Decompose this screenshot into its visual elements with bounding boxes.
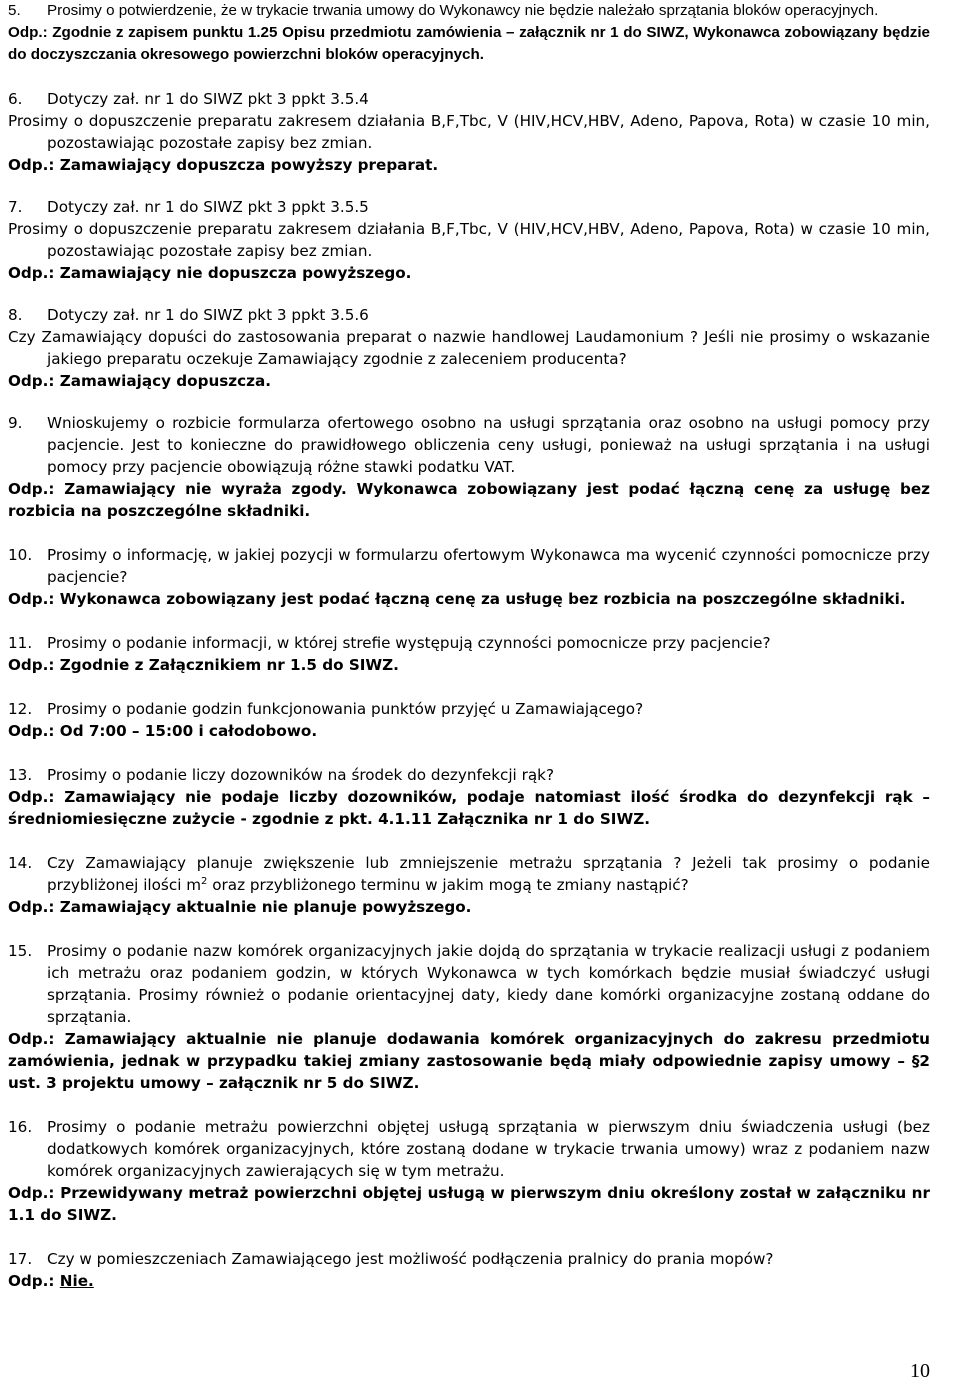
answer-prefix: Odp.: [8,1184,55,1202]
question-text: Prosimy o podanie metrażu powierzchni objętej usługą sprzątania w pierwszym dniu świadczenia usługi (bez dodatkowych komórek organizacyjnych, które zostaną dodane w trykacie trwania umowy) wraz z podaniem nazw komórek organizacyjnych zawierających się w tym metrażu. [47,1118,930,1180]
superscript: 2 [201,875,208,887]
item-number: 11. [8,634,33,652]
answer-text: Nie. [59,1272,94,1290]
item-number: 16. [8,1118,33,1136]
item-number: 13. [8,766,33,784]
answer-prefix: Odp.: [8,1272,55,1290]
item-number: 17. [8,1250,33,1268]
question-text: Prosimy o potwierdzenie, że w trykacie trwania umowy do Wykonawcy nie będzie należało sprzątania bloków operacyjnych. [47,2,879,19]
answer-text: Od 7:00 – 15:00 i całodobowo. [59,722,318,740]
answer-prefix: Odp.: [8,590,55,608]
item-number: 6. [8,90,23,108]
answer-text: Przewidywany metraż powierzchni objętej usługą w pierwszym dniu określony został w załączniku nr 1.1 do SIWZ. [8,1184,930,1224]
question-text: Prosimy o podanie godzin funkcjonowania punktów przyjęć u Zamawiającego? [47,700,644,718]
question-text: Wnioskujemy o rozbicie formularza ofertowego osobno na usługi sprzątania oraz osobno na usługi pomocy przy pacjencie. Jest to konieczne do prawidłowego obliczenia ceny usługi, ponieważ na usługi sprzątania i na usługi pomocy przy pacjencie obowiązują różne stawki podatku VAT. [47,414,930,476]
item-number: 9. [8,414,23,432]
answer-prefix: Odp.: [8,372,55,390]
answer-text: Wykonawca zobowiązany jest podać łączną cenę za usługę bez rozbicia na poszczególne składniki. [59,590,906,608]
item-9 [8,412,930,522]
item-6 [8,88,930,176]
answer [8,654,930,676]
answer [8,22,930,66]
answer-prefix: Odp.: [8,480,55,498]
item-number: 15. [8,942,33,960]
item-heading: Dotyczy zał. nr 1 do SIWZ pkt 3 ppkt 3.5.5 [47,198,369,216]
item-number: 14. [8,854,33,872]
item-number: 8. [8,306,23,324]
answer [8,262,930,284]
item-10 [8,544,930,610]
answer-prefix: Odp.: [8,722,55,740]
answer-text: Zgodnie z zapisem punktu 1.25 Opisu przedmiotu zamówienia – załącznik nr 1 do SIWZ, Wykonawca zobowiązany będzie do doczyszczania okresowego powierzchni bloków operacyjnych. [8,24,930,63]
item-13 [8,764,930,830]
question-text: Czy w pomieszczeniach Zamawiającego jest możliwość podłączenia pralnicy do prania mopów? [47,1250,774,1268]
answer-text: Zamawiający aktualnie nie planuje dodawania komórek organizacyjnych do zakresu przedmiotu zamówienia, jednak w przypadku takiej zmiany zastosowanie będą miały odpowiednie zapisy umowy – §2 ust. 3 projektu umowy – załącznik nr 5 do SIWZ. [8,1030,930,1092]
item-heading: Dotyczy zał. nr 1 do SIWZ pkt 3 ppkt 3.5.6 [47,306,369,324]
item-5 [8,0,930,66]
answer [8,370,930,392]
item-15 [8,940,930,1094]
item-12 [8,698,930,742]
answer-text: Zamawiający nie podaje liczby dozowników, podaje natomiast ilość środka do dezynfekcji rąk – średniomiesięczne zużycie - zgodnie z pkt. 4.1.11 Załącznika nr 1 do SIWZ. [8,788,930,828]
question-text: Prosimy o dopuszczenie preparatu zakresem działania B,F,Tbc, V (HIV,HCV,HBV, Adeno, Papova, Rota) w czasie 10 min, pozostawiając pozostałe zapisy bez zmian. [8,220,930,260]
answer-text: Zgodnie z Załącznikiem nr 1.5 do SIWZ. [59,656,399,674]
question-text: Prosimy o podanie nazw komórek organizacyjnych jakie dojdą do sprzątania w trykacie realizacji usługi z podaniem ich metrażu oraz podaniem godzin, w których Wykonawca w tych komórkach będzie musiał świadczyć usługi sprzątania. Prosimy również o podanie orientacyjnej daty, kiedy dane komórki organizacyjne zostaną oddane do sprzątania. [47,942,930,1026]
item-heading: Dotyczy zał. nr 1 do SIWZ pkt 3 ppkt 3.5.4 [47,90,369,108]
answer-prefix: Odp.: [8,1030,55,1048]
answer-prefix: Odp.: [8,656,55,674]
answer-prefix: Odp.: [8,24,48,41]
item-16 [8,1116,930,1226]
question-text: Prosimy o informację, w jakiej pozycji w formularzu ofertowym Wykonawca ma wycenić czynności pomocnicze przy pacjencie? [47,546,930,586]
answer-prefix: Odp.: [8,788,55,806]
answer-prefix: Odp.: [8,898,55,916]
item-number: 7. [8,198,23,216]
item-number: 12. [8,700,33,718]
question-text: Prosimy o dopuszczenie preparatu zakresem działania B,F,Tbc, V (HIV,HCV,HBV, Adeno, Papova, Rota) w czasie 10 min, pozostawiając pozostałe zapisy bez zmian. [8,112,930,152]
item-8 [8,304,930,392]
answer [8,154,930,176]
answer [8,896,930,918]
document-page [8,0,930,1292]
answer [8,1270,930,1292]
answer-text: Zamawiający nie wyraża zgody. Wykonawca zobowiązany jest podać łączną cenę za usługę bez rozbicia na poszczególne składniki. [8,480,930,520]
question-text: Czy Zamawiający dopuści do zastosowania preparat o nazwie handlowej Laudamonium ? Jeśli nie prosimy o wskazanie jakiego preparatu oczekuje Zamawiający zgodnie z zaleceniem producenta? [8,328,930,368]
item-7 [8,196,930,284]
answer [8,786,930,830]
item-11 [8,632,930,676]
question-text: Prosimy o podanie informacji, w której strefie występują czynności pomocnicze przy pacjencie? [47,634,771,652]
answer-prefix: Odp.: [8,264,55,282]
question-text: Czy Zamawiający planuje zwiększenie lub zmniejszenie metrażu sprzątania ? Jeżeli tak prosimy o podanie przybliżonej ilości $m^2$ oraz przybliżonego terminu w jakim mogą te zmiany nastąpić? [47,854,930,894]
question-text: Prosimy o podanie liczy dozowników na środek do dezynfekcji rąk? [47,766,555,784]
answer-text: Zamawiający aktualnie nie planuje powyższego. [59,898,472,916]
answer [8,478,930,522]
page-number: 10 [910,1360,930,1382]
answer [8,1182,930,1226]
answer-text: Zamawiający dopuszcza. [59,372,271,390]
answer [8,588,930,610]
answer-text: Zamawiający dopuszcza powyższy preparat. [59,156,439,174]
item-number: 10. [8,546,33,564]
item-17 [8,1248,930,1292]
answer [8,720,930,742]
answer-prefix: Odp.: [8,156,55,174]
item-14 [8,852,930,918]
answer-text: Zamawiający nie dopuszcza powyższego. [59,264,412,282]
item-number: 5. [8,2,21,19]
answer [8,1028,930,1094]
